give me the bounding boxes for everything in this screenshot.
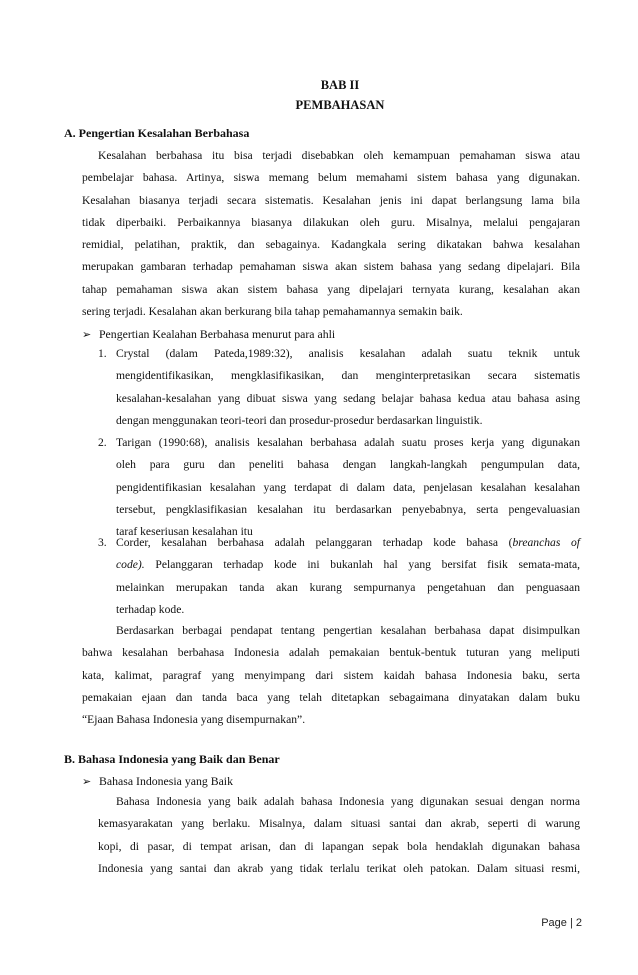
paragraph-line: Kesalahan biasanya terjadi secara sistematis. Kesalahan jenis ini dapat berlangsung lama bila — [82, 193, 580, 207]
paragraph-line: merupakan gambaran terhadap pemahaman siswa akan sistem bahasa yang sedang dipelajari. Bila — [82, 260, 580, 274]
paragraph-line: kemasyarakatan yang berlaku. Misalnya, dalam situasi santai dan akrab, seperti di warung — [98, 817, 580, 831]
list-line — [116, 532, 580, 554]
summary-line: pemakaian ejaan dan tanda baca yang telah ditetapkan sebagaimana dinyatakan dalam buku — [82, 690, 580, 704]
list-line: Crystal (dalam Pateda,1989:32), analisis kesalahan adalah suatu teknik untuk — [116, 347, 580, 360]
paragraph-line: Kesalahan berbahasa itu bisa terjadi disebabkan oleh kemampuan pemahaman siswa atau — [98, 149, 580, 162]
list-italic-term: breanchas of — [512, 536, 581, 549]
list-body — [116, 432, 580, 543]
section-a-paragraph — [82, 145, 580, 323]
section-a-heading: A. Pengertian Kesalahan Berbahasa — [64, 126, 250, 140]
paragraph-line: Indonesia yang santai dan akrab yang tidak terlalu terikat oleh patokan. Dalam situasi resmi, — [98, 861, 580, 875]
list-body — [116, 343, 580, 432]
list-text: Pelanggaran terhadap kode ini bukanlah hal yang bersifat fisik semata-mata, — [144, 558, 580, 572]
section-a-subheading — [82, 327, 335, 342]
list-number: 2. — [98, 436, 107, 449]
arrow-bullet-icon: ➢ — [82, 328, 92, 341]
list-line: dengan menggunakan teori-teori dan prosedur-prosedur berdasarkan linguistik. — [116, 413, 483, 427]
chapter-number: BAB II — [320, 78, 360, 92]
paragraph-line: tidak diperbaiki. Perbaikannya biasanya dilakukan oleh guru. Misalnya, melalui pengajaran — [82, 215, 580, 229]
section-b-heading: B. Bahasa Indonesia yang Baik dan Benar — [64, 752, 280, 766]
list-line: tersebut, pengklasifikasian kesalahan itu berdasarkan penyebabnya, serta pengevaluasian — [116, 502, 580, 516]
paragraph-line: tahap pemahaman siswa akan sistem bahasa yang dipelajari ternyata kurang, kesalahan akan — [82, 282, 580, 296]
chapter-title: PEMBAHASAN — [295, 98, 385, 112]
list-line: taraf keseriusan kesalahan itu — [116, 525, 253, 539]
arrow-bullet-icon: ➢ — [82, 775, 92, 788]
list-line: terhadap kode. — [116, 602, 185, 616]
subheading-text: Pengertian Kealahan Berbahasa menurut para ahli — [99, 327, 336, 341]
summary-line: “Ejaan Bahasa Indonesia yang disempurnakan”. — [82, 713, 306, 727]
section-b-subheading — [82, 774, 233, 789]
list-line: mengidentifikasikan, mengklasifikasikan, dan menginterpretasikan secara sistematis — [116, 369, 580, 383]
section-a-summary — [82, 620, 580, 731]
list-line: kesalahan-kesalahan yang dibuat siswa yang sedang belajar bahasa kedua atau bahasa asing — [116, 391, 580, 405]
summary-line: bahwa kesalahan berbahasa Indonesia adalah pemakaian bentuk-bentuk tuturan yang meliputi — [82, 646, 580, 660]
paragraph-line: remidial, pelatihan, praktik, dan sebagainya. Kadangkala sering dikatakan bahwa kesalahan — [82, 238, 580, 252]
list-line: pengidentifikasian kesalahan yang terdapat di dalam data, penjelasan kesalahan kesalahan — [116, 480, 580, 494]
list-line: Tarigan (1990:68), analisis kesalahan berbahasa adalah suatu proses kerja yang digunakan — [116, 436, 580, 449]
paragraph-line: kopi, di pasar, di tempat arisan, dan di lapangan sepak bola hendaklah digunakan bahasa — [98, 839, 580, 853]
list-line — [116, 554, 580, 576]
summary-line: kata, kalimat, paragraf yang menyimpang dari sistem kaidah bahasa Indonesia baku, serta — [82, 668, 580, 682]
list-italic-term: code). — [116, 558, 145, 572]
summary-line: Berdasarkan berbagai pendapat tentang pengertian kesalahan berbahasa dapat disimpulkan — [116, 624, 580, 637]
list-number: 1. — [98, 347, 107, 360]
paragraph-line: Bahasa Indonesia yang baik adalah bahasa Indonesia yang digunakan sesuai dengan norma — [116, 795, 580, 808]
list-line: melainkan merupakan tanda akan kurang sempurnanya pengetahuan dan penguasaan — [116, 580, 580, 594]
list-line: oleh para guru dan peneliti bahasa dengan langkah-langkah pengumpulan data, — [116, 458, 580, 472]
section-b-paragraph — [98, 791, 580, 880]
list-text: Corder, kesalahan berbahasa adalah pelanggaran terhadap kode bahasa ( — [116, 536, 513, 549]
paragraph-line: pembelajar bahasa. Artinya, siswa memang belum memahami sistem bahasa yang digunakan. — [82, 171, 580, 185]
list-body — [116, 532, 580, 621]
subheading-text: Bahasa Indonesia yang Baik — [99, 774, 233, 788]
page-number: Page | 2 — [541, 917, 582, 929]
list-number: 3. — [98, 536, 107, 549]
paragraph-line: sering terjadi. Kesalahan akan berkurang bila tahap pemahamannya semakin baik. — [82, 305, 463, 319]
